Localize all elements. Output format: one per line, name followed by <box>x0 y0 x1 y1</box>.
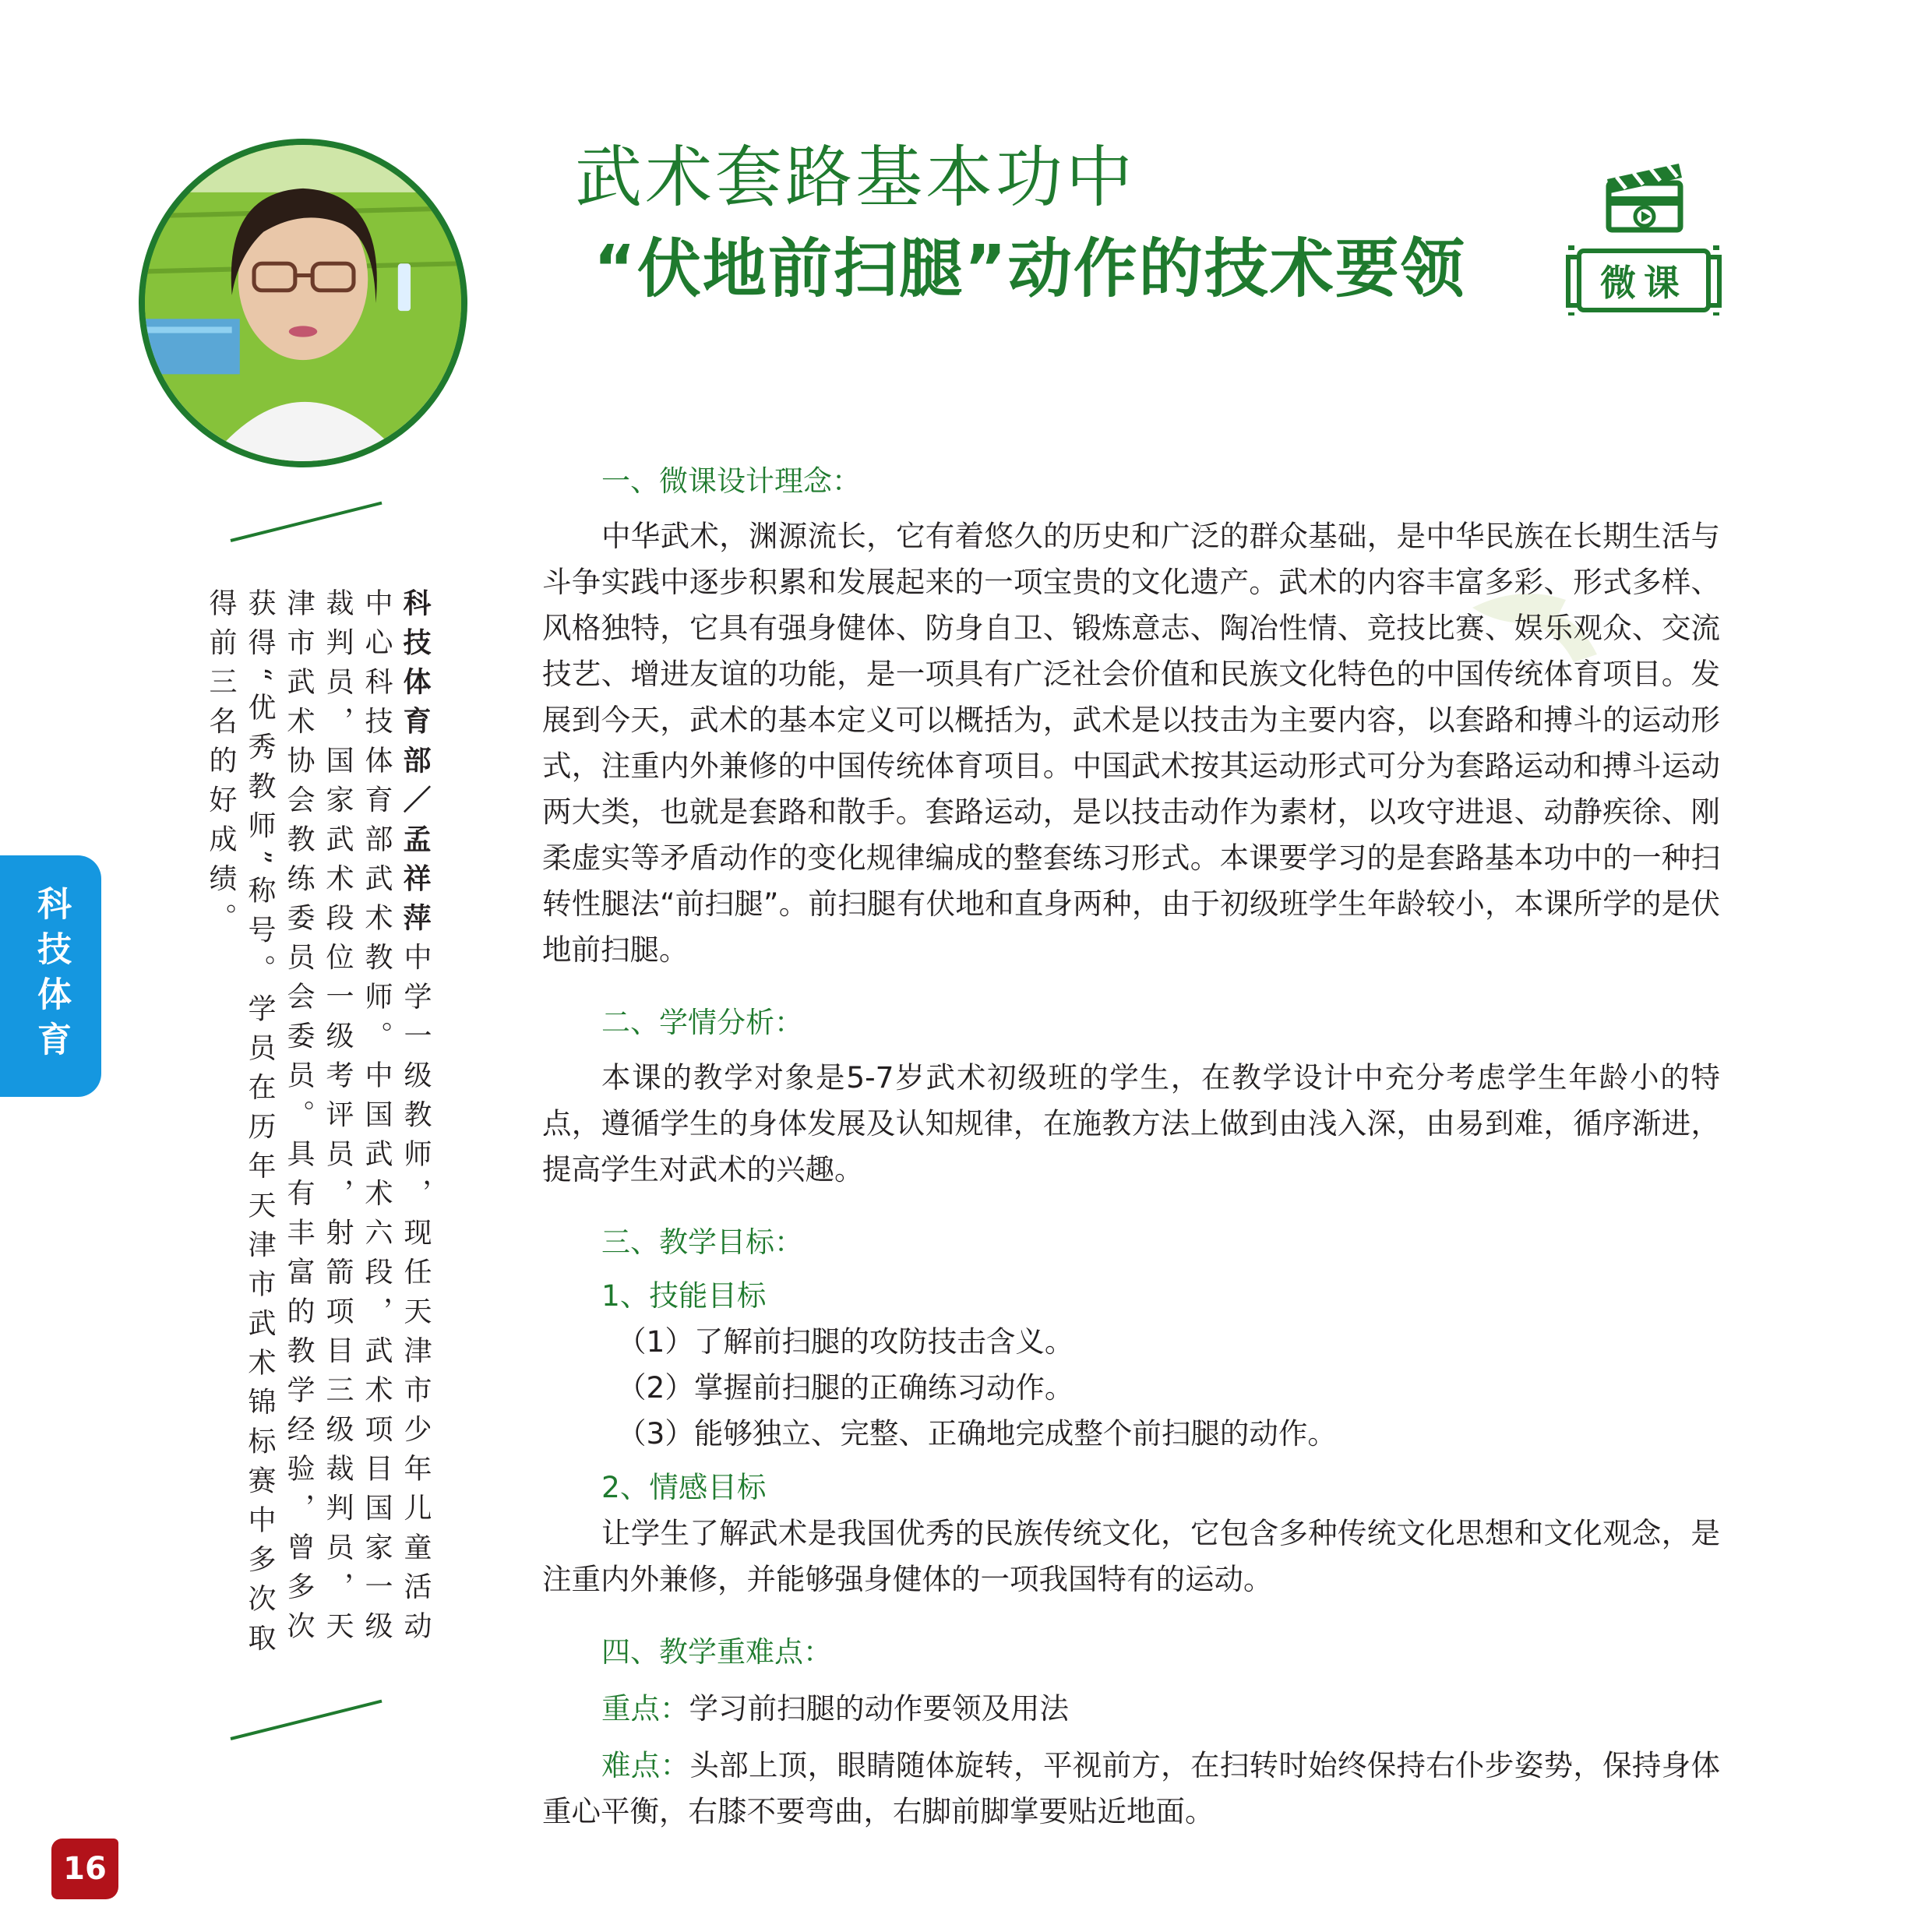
top-divider-line <box>231 502 383 542</box>
skill-goal-item-3: （3）能够独立、完整、正确地完成整个前扫腿的动作。 <box>617 1416 1337 1451</box>
section2-body: 本课的教学对象是5-7岁武术初级班的学生，在教学设计中充分考虑学生年龄小的特点，遵循学生的身体发展及认知规律，在施教方法上做到由浅入深，由易到难，循序渐进，提高学生对武术的兴趣。 <box>542 1060 1720 1186</box>
micro-lesson-label: 微课 <box>1600 262 1687 304</box>
difficult-point-label: 难点： <box>601 1748 690 1782</box>
section2-heading: 二、学情分析： <box>601 1006 803 1039</box>
skill-goal-heading: 1、技能目标 <box>601 1278 767 1313</box>
article-title-line2: “伏地前扫腿”动作的技术要领 <box>594 232 1466 306</box>
author-bio: 中学一级教师，现任天津市少年儿童活动中心科技体育部武术教师。中国武术六段，武术项目国家一级裁判员，国家武术段位一级考评员，射箭项目三级裁判员，天津市武术协会教练委员会委员。具有丰富的教学经验，曾多次获得“优秀教师”称号。学员在历年天津市武术锦标赛中多次取得前三名的好成绩。 <box>205 588 432 1662</box>
micro-lesson-badge <box>1562 156 1726 316</box>
portrait-illustration <box>145 145 461 461</box>
section4-heading: 四、教学重难点： <box>601 1635 832 1669</box>
author-portrait <box>139 139 467 467</box>
emotion-goal-body: 让学生了解武术是我国优秀的民族传统文化，它包含多种传统文化思想和文化观念，是注重内外兼修，并能够强身健体的一项我国特有的运动。 <box>542 1516 1720 1596</box>
section3-heading: 三、教学目标： <box>601 1225 803 1259</box>
author-name: 科技体育部／孟祥萍 <box>399 588 432 943</box>
section1-heading: 一、微课设计理念： <box>601 464 861 498</box>
section-side-tab <box>0 855 101 1097</box>
skill-goal-item-1: （1）了解前扫腿的攻防技击含义。 <box>617 1324 1074 1359</box>
article-body <box>542 458 1720 1835</box>
article-title-line1: 武术套路基本功中 <box>575 139 1136 217</box>
author-bio-column <box>201 588 435 1671</box>
side-tab-label: 科技体育 <box>31 886 71 1066</box>
skill-goal-item-2: （2）掌握前扫腿的正确练习动作。 <box>617 1370 1074 1405</box>
key-point-label: 重点： <box>601 1691 689 1726</box>
key-point <box>542 1686 1720 1732</box>
emotion-goal-heading: 2、情感目标 <box>601 1470 767 1504</box>
section1-body: 中华武术，渊源流长，它有着悠久的历史和广泛的群众基础，是中华民族在长期生活与斗争实践中逐步积累和发展起来的一项宝贵的文化遗产。武术的内容丰富多彩、形式多样、风格独特，它具有强身健体、防身自卫、锻炼意志、陶冶性情、竞技比赛、娱乐观众、交流技艺、增进友谊的功能，是一项具有广泛社会价值和民族文化特色的中国传统体育项目。发展到今天，武术的基本定义可以概括为，武术是以技击为主要内容，以套路和搏斗的运动形式，注重内外兼修的中国传统体育项目。中国武术按其运动形式可分为套路运动和搏斗运动两大类，也就是套路和散手。套路运动，是以技击动作为素材，以攻守进退、动静疾徐、刚柔虚实等矛盾动作的变化规律编成的整套练习形式。本课要学习的是套路基本功中的一种扫转性腿法“前扫腿”。前扫腿有伏地和直身两种，由于初级班学生年龄较小，本课所学的是伏地前扫腿。 <box>542 519 1720 967</box>
bottom-divider-line <box>231 1700 383 1740</box>
page-number: 16 <box>51 1839 118 1899</box>
difficult-point-text: 头部上顶，眼睛随体旋转，平视前方，在扫转时始终保持右仆步姿势，保持身体重心平衡，右膝不要弯曲，右脚前脚掌要贴近地面。 <box>542 1748 1721 1828</box>
key-point-text: 学习前扫腿的动作要领及用法 <box>689 1691 1069 1726</box>
difficult-point <box>542 1743 1720 1835</box>
